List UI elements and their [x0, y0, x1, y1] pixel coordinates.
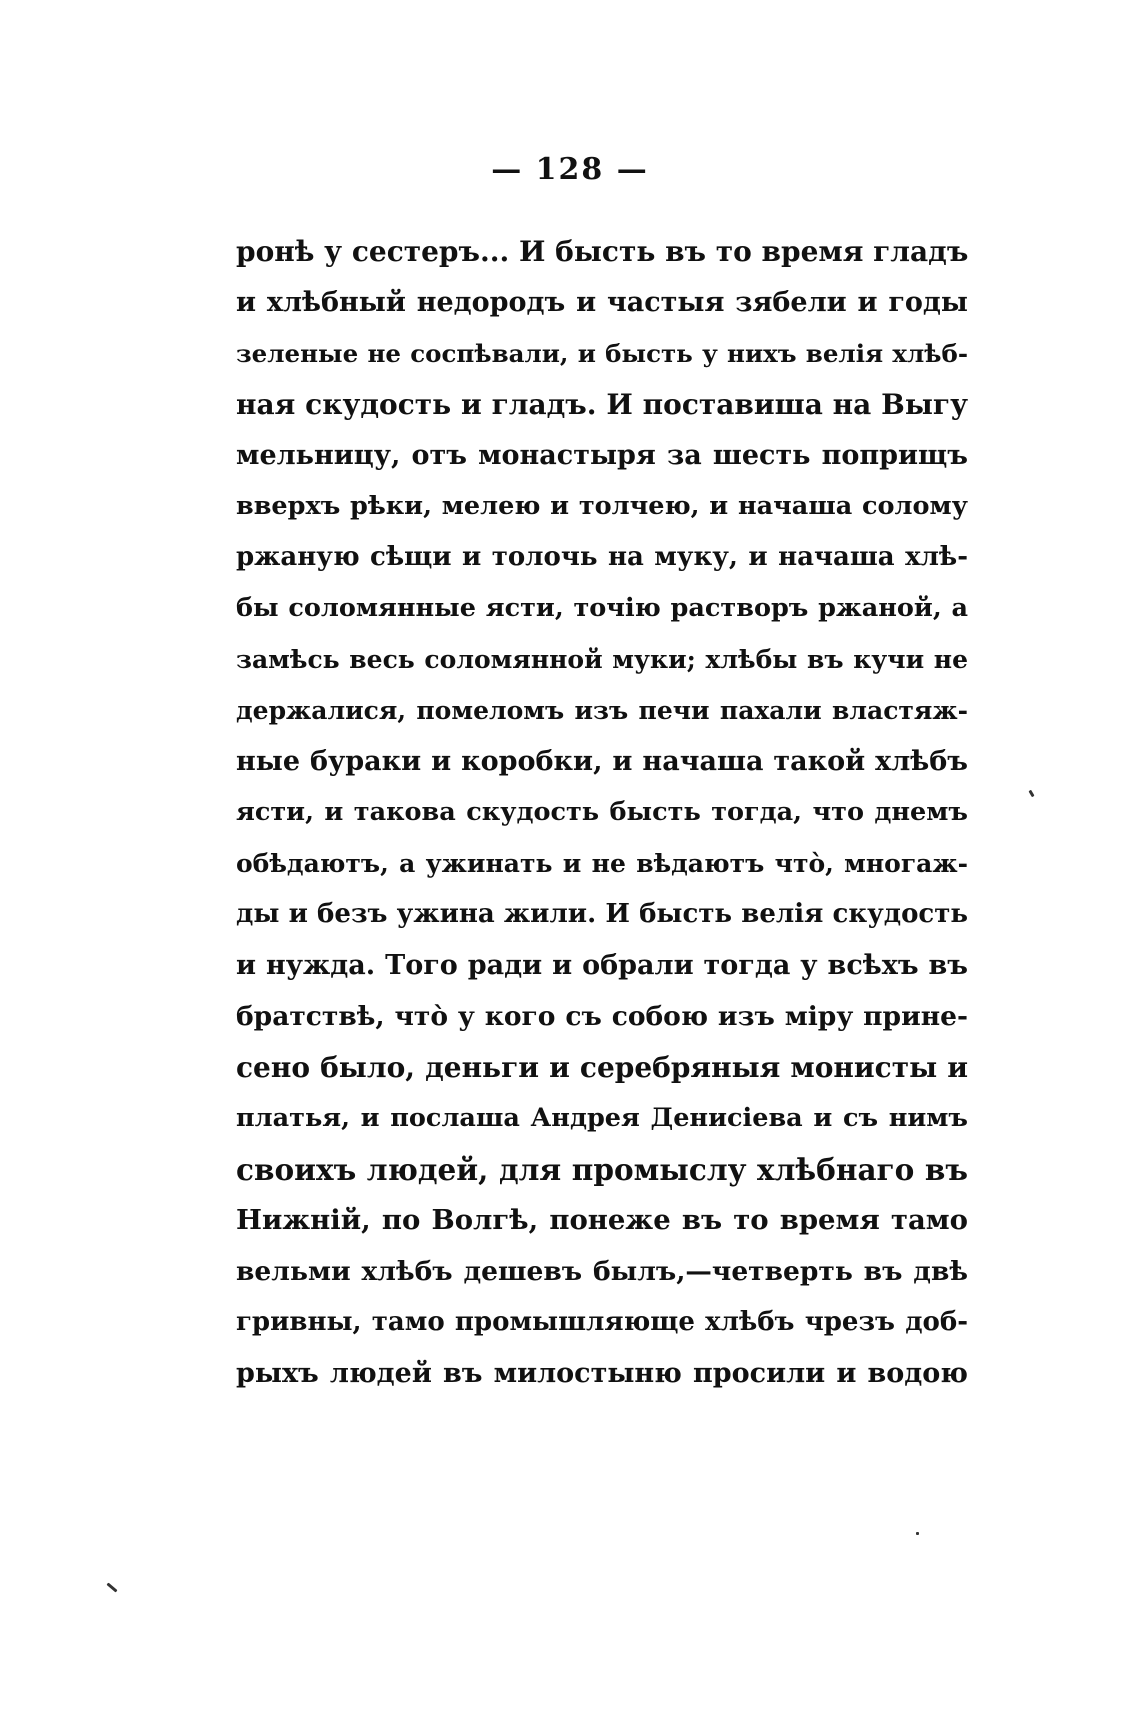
- scan-speck: [916, 1532, 919, 1535]
- text-line: и нужда. Того ради и обрали тогда у всѣхъ въ: [236, 950, 968, 981]
- scan-speck: [1028, 790, 1034, 798]
- text-line: ды и безъ ужина жили. И бысть велія скудость: [236, 899, 968, 929]
- text-line: вверхъ рѣки, мелею и толчею, и начаша солому: [236, 491, 968, 521]
- body-text: [236, 226, 968, 1399]
- text-line: Нижній, по Волгѣ, понеже въ то время тамо: [236, 1204, 968, 1236]
- text-line: ронѣ у сестеръ... И бысть въ то время гладъ: [236, 235, 968, 268]
- text-line: братствѣ, что̀ у кого съ собою изъ міру прине-: [236, 1001, 968, 1032]
- text-line: ные бураки и коробки, и начаша такой хлѣбъ: [236, 746, 968, 777]
- text-line: мельницу, отъ монастыря за шесть поприщъ: [236, 440, 968, 471]
- text-line: своихъ людей, для промыслу хлѣбнаго въ: [236, 1152, 968, 1187]
- text-line: и хлѣбный недородъ и частыя зябели и годы: [236, 287, 968, 318]
- text-line: обѣдаютъ, а ужинать и не вѣдаютъ что̀, многаж-: [236, 849, 968, 878]
- text-line: рыхъ людей въ милостыню просили и водою: [236, 1358, 968, 1389]
- text-line: вельми хлѣбъ дешевъ былъ,—четверть въ двѣ: [236, 1256, 968, 1287]
- text-line: замѣсь весь соломянной муки; хлѣбы въ кучи не: [236, 645, 968, 674]
- text-line: платья, и послаша Андрея Денисіева и съ нимъ: [236, 1103, 968, 1133]
- text-line: гривны, тамо промышляюще хлѣбъ чрезъ доб-: [236, 1307, 968, 1337]
- page-number: — 128 —: [491, 152, 649, 187]
- text-line: зеленые не соспѣвали, и бысть у нихъ велія хлѣб-: [236, 339, 968, 368]
- scan-speck: [106, 1582, 117, 1592]
- text-line: ясти, и такова скудость бысть тогда, что днемъ: [236, 797, 968, 827]
- text-line: ржаную сѣщи и толочь на муку, и начаша хлѣ-: [236, 542, 968, 572]
- text-line: сено было, деньги и серебряныя монисты и: [236, 1051, 968, 1084]
- text-line: держалися, помеломъ изъ печи пахали властяж-: [236, 696, 968, 725]
- text-line: ная скудость и гладъ. И поставиша на Выгу: [236, 388, 968, 421]
- text-line: бы соломянные ясти, точію растворъ ржаной, а: [236, 593, 968, 623]
